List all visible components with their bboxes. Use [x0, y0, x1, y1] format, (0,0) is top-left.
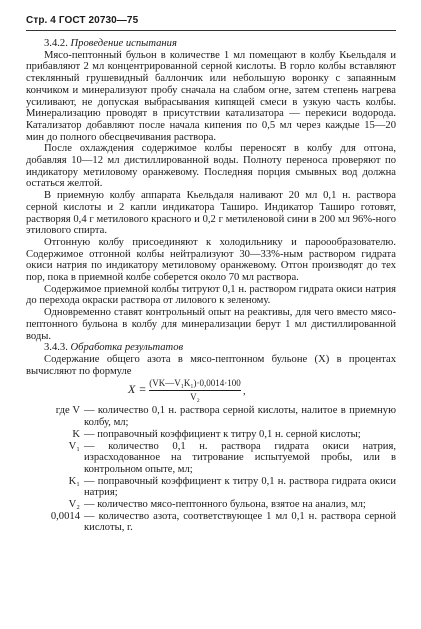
definition-symbol: где V — [55, 405, 80, 417]
header-rule — [26, 30, 396, 31]
section-number: 3.4.3. — [44, 342, 68, 354]
definition-text: — количество мясо-пептонного бульона, взятое на анализ, мл; — [84, 499, 366, 511]
definition-row — [26, 429, 396, 441]
definition-symbol: K — [72, 428, 80, 440]
definition-row — [26, 511, 396, 534]
page-header: Стр. 4 ГОСТ 20730—75 — [26, 15, 139, 26]
paragraph-distillation: Отгонную колбу присоединяют к холодильнику и пароообразователю. Содержимое отгонной колбы нейтрализуют 30—33%-ным раствором гидрата окиси натрия по индикатору метиловому оранжевому. Отгон производят до тех пор, пока в приемной колбе соберется около 70 мл раствора. — [26, 236, 396, 284]
definition-row — [26, 499, 396, 511]
definition-text: — поправочный коэффициент к титру 0,1 н. раствора гидрата окиси натрия; — [84, 475, 396, 499]
formula-fraction — [149, 378, 241, 403]
section-heading-3-4-2 — [26, 38, 396, 50]
paragraph-control-test: Одновременно ставят контрольный опыт на реактивы, для чего вместо мясо-пептонного бульона в колбу для минерализации берут 1 мл дистиллированной воды. — [26, 307, 396, 342]
formula-lhs: X = — [128, 382, 147, 397]
definition-symbol: 0,0014 — [50, 510, 80, 522]
section-heading-3-4-3 — [26, 342, 396, 354]
definition-text: — количество 0,1 н. раствора гидрата окиси натрия, израсходованное на титрование испытуемой пробы, или в контрольном опыте, мл; — [84, 440, 396, 475]
paragraph-receiver-flask: В приемную колбу аппарата Кьельдаля наливают 20 мл 0,1 н. раствора серной кислоты и 2 капли индикатора Таширо. Индикатор Таширо готовят, растворяя 0,4 г метилового красного и 0,2 г метиленовой сини в 200 мл 96%-ного этилового спирта. — [26, 190, 396, 237]
definition-symbol: V₁ — [68, 440, 80, 452]
paragraph-mineralization: Мясо-пептонный бульон в количестве 1 мл помещают в колбу Кьельдаля и прибавляют 2 мл концентрированной серной кислоты. В горло колбы вставляют стеклянный грушевидный баллончик или небольшую воронку с запаянным кончиком и минерализуют пробу сначала на слабом огне, затем степень нагрева усиливают, не допуская выбрасывания кипящей смеси в узкую часть колбы. Минерализацию проводят в присутствии катализатора — перекиси водорода. Катализатор добавляют после начала кипения по 0,5 мл через каждые 15—20 мин до полного обесцвечивания раствора. — [26, 49, 396, 143]
paragraph-titration: Содержимое приемной колбы титруют 0,1 н. раствором гидрата окиси натрия до перехода окраски раствора от лилового к зеленому. — [26, 283, 396, 307]
definition-symbol: K₁ — [68, 475, 80, 487]
formula-denominator: V₂ — [190, 392, 200, 403]
section-title: Обработка результатов — [70, 342, 184, 354]
paragraph-transfer: После охлаждения содержимое колбы переносят в колбу для отгона, добавляя 10—12 мл дистиллированной воды. Полноту переноса проверяют по индикатору метиловому оранжевому. Последняя порция смывных вод должна остаться желтой. — [26, 143, 396, 190]
definition-text: — поправочный коэффициент к титру 0,1 н. серной кислоты; — [84, 428, 361, 440]
page-body — [26, 38, 396, 534]
section-number: 3.4.2. — [44, 38, 68, 49]
formula-comma: , — [243, 386, 246, 398]
section-title: Проведение испытания — [70, 38, 177, 49]
definition-row — [26, 476, 396, 499]
paragraph-formula-intro: Содержание общего азота в мясо-пептонном бульоне (X) в процентах вычисляют по формуле — [26, 353, 396, 377]
definition-symbol: V₂ — [68, 499, 80, 511]
definition-row — [26, 441, 396, 476]
nitrogen-formula — [26, 378, 396, 403]
definition-text: — количество 0,1 н. раствора серной кислоты, налитое в приемную колбу, мл; — [84, 405, 396, 429]
formula-numerator: (VK—V₁K₁)·0,0014·100 — [149, 378, 241, 391]
definition-text: — количество азота, соответствующее 1 мл 0,1 н. раствора серной кислоты, г. — [84, 510, 396, 534]
variable-definitions — [26, 405, 396, 534]
definition-row — [26, 405, 396, 428]
